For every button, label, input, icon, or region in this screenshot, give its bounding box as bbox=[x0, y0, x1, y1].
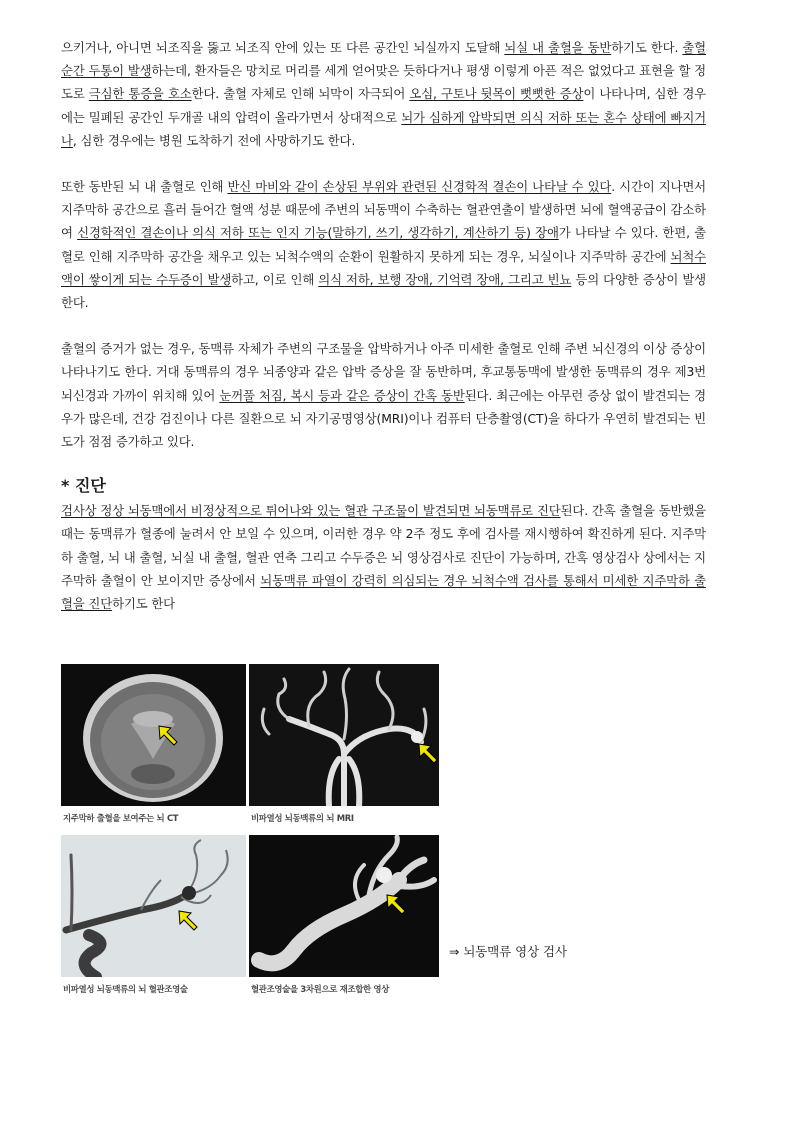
text-run: , 심한 경우에는 병원 도착하기 전에 사망하기도 한다. bbox=[72, 132, 356, 148]
text-run: 또한 동반된 뇌 내 출혈로 인해 bbox=[61, 179, 228, 195]
underlined-text: 뇌척수액이 쌓이게 되는 수두증이 발생 bbox=[61, 248, 706, 287]
paragraph-1 bbox=[61, 36, 706, 152]
figure-caption: 지주막하 출혈을 보여주는 뇌 CT bbox=[63, 813, 179, 823]
mri-image bbox=[249, 664, 439, 806]
underlined-text: 검사상 정상 뇌동맥에서 비정상적으로 튀어나와 있는 혈관 구조물이 발견되면 뇌동맥류로 진단 bbox=[61, 503, 561, 519]
arrow-icon bbox=[157, 724, 179, 746]
text-run: 하기도 한다. bbox=[611, 40, 683, 55]
document-body bbox=[61, 36, 706, 615]
underlined-text: 오심, 구토나 뒷목이 뻣뻣한 증상 bbox=[409, 86, 584, 102]
3d-reconstruction-image bbox=[249, 835, 439, 977]
paragraph-text bbox=[61, 499, 706, 615]
text-run: 한다. 출혈 자체로 인해 뇌막이 자극되어 bbox=[191, 86, 410, 102]
underlined-text: 눈꺼풀 처짐, 복시 등과 같은 증상이 간혹 동반 bbox=[219, 387, 465, 403]
arrow-icon bbox=[417, 742, 439, 764]
paragraph-text bbox=[61, 337, 706, 453]
arrow-icon bbox=[385, 893, 407, 915]
paragraph-2 bbox=[61, 175, 706, 314]
arrow-icon bbox=[177, 909, 199, 931]
paragraph-text bbox=[61, 36, 706, 152]
angiography-image bbox=[61, 835, 246, 977]
text-run: 으키거나, 아니면 뇌조직을 뚫고 뇌조직 안에 있는 또 다른 공간인 뇌실까지 도달해 bbox=[61, 40, 505, 55]
ct-scan-image bbox=[61, 664, 246, 806]
text-run: 하는데, 환자들은 망치로 머리를 세게 얻어맞은 듯하다거나 평생 이렇게 아픈 적은 없었다고 표현을 할 정도로 bbox=[61, 63, 706, 102]
text-run: 된다. 최근에는 아무런 증상 없이 발견되는 경우가 많은데, 건강 검진이나 다른 질환으로 뇌 자기공명영상(MRI)이나 컴퓨터 단층촬영(CT)을 하다가 우연히 발견되는 빈도가 점점 증가하고 있다. bbox=[61, 387, 706, 450]
diagnosis-paragraph bbox=[61, 499, 706, 615]
underlined-text: 반신 마비와 같이 손상된 부위와 관련된 신경학적 결손이 나타날 수 있다 bbox=[227, 179, 612, 195]
text-run: 하고, 이로 인해 bbox=[231, 271, 319, 287]
underlined-text: 뇌동맥류 파열이 강력히 의심되는 경우 뇌척수액 검사를 통해서 미세한 지주막하 출혈을 진단 bbox=[61, 572, 707, 612]
figure-caption: 혈관조영술을 3차원으로 재조합한 영상 bbox=[251, 984, 390, 994]
section-heading-diagnosis: * 진단 bbox=[61, 476, 106, 496]
imaging-tests-label: ⇒ 뇌동맥류 영상 검사 bbox=[449, 944, 567, 959]
paragraph-3 bbox=[61, 337, 706, 453]
text-run: 등의 다양한 증상이 발생한다. bbox=[61, 271, 706, 311]
figure-caption: 비파열성 뇌동맥류의 뇌 혈관조영술 bbox=[63, 984, 188, 994]
text-run: 가 나타날 수 있다. 한편, 출혈로 인해 지주막하 공간을 채우고 있는 뇌척수액의 순환이 원활하지 못하게 되는 경우, 뇌실이나 지주막하 공간에 bbox=[61, 225, 707, 264]
text-run: 된다. 간혹 출혈을 동반했을 때는 동맥류가 혈종에 눌려서 안 보일 수 있으며, 이러한 경우 약 2주 정도 후에 검사를 재시행하여 확진하게 된다. 지주막하 출혈, 뇌 내 출혈, 뇌실 내 출혈, 혈관 연축 그리고 수두증은 뇌 영상검사로 진단이 가능하며, 간혹 영상검사 상에서는 지주막하 출혈이 안 보이지만 증상에서 bbox=[61, 503, 707, 588]
underlined-text: 의식 저하, 보행 장애, 기억력 장애, 그리고 빈뇨 bbox=[318, 271, 572, 287]
text-run: . 시간이 지나면서 지주막하 공간으로 흘러 들어간 혈액 성분 때문에 주변의 뇌동맥이 수축하는 혈관연출이 발생하면 뇌에 혈액공급이 감소하여 bbox=[61, 179, 706, 241]
text-run: 이 나타나며, 심한 경우에는 밀폐된 공간인 두개골 내의 압력이 올라가면서 상대적으로 bbox=[61, 86, 706, 125]
underlined-text: 신경학적인 결손이나 의식 저하 또는 인지 기능(말하기, 쓰기, 생각하기, 계산하기 등) 장애 bbox=[77, 225, 559, 241]
text-run: 하기도 한다 bbox=[112, 596, 175, 612]
underlined-text: 뇌가 심하게 압박되면 의식 저하 또는 혼수 상태에 빠지거나 bbox=[61, 109, 706, 148]
underlined-text: 출혈 순간 두통이 발생 bbox=[61, 40, 706, 79]
underlined-text: 극심한 통증을 호소 bbox=[88, 86, 192, 102]
text-run: 출혈의 증거가 없는 경우, 동맥류 자체가 주변의 구조물을 압박하거나 아주 미세한 출혈로 인해 주변 뇌신경의 이상 증상이 나타나기도 한다. 거대 동맥류의 경우 뇌종양과 같은 압박 증상을 잘 동반하며, 후교통동맥에 발생한 동맥류의 경우 제3번 뇌신경과 가까이 위치해 있어 bbox=[61, 341, 706, 403]
figure-caption: 비파열성 뇌동맥류의 뇌 MRI bbox=[251, 813, 354, 823]
paragraph-text bbox=[61, 175, 706, 314]
underlined-text: 뇌실 내 출혈을 동반 bbox=[504, 40, 612, 55]
